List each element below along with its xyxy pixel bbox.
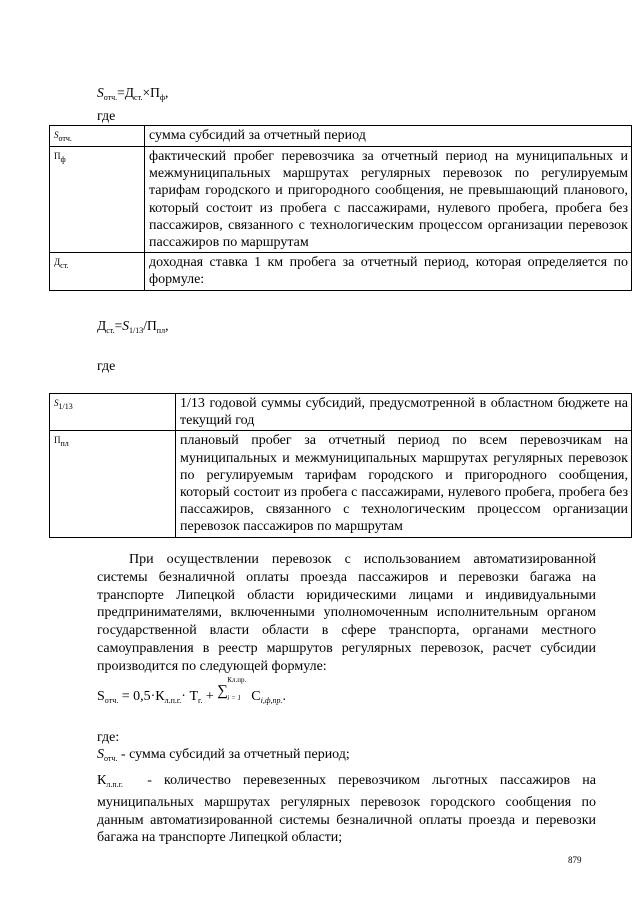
definition-s-otch: $S_{отч.}$ - сумма субсидий за отчетный период; <box>97 747 350 763</box>
symbol-cell: Дст. <box>50 253 145 290</box>
table-row <box>50 394 632 431</box>
summation: ∑ Кл.пр. i = 1 <box>217 676 247 702</box>
where-label-2: где <box>97 359 116 374</box>
table-row <box>50 431 632 537</box>
symbol-cell: S1/13 <box>50 394 176 431</box>
page-number: 879 <box>568 855 582 865</box>
body-paragraph: При осуществлении перевозок с использованием автоматизированной системы безналичной оплаты проезда пассажиров и перевозки багажа на транспорте Липецкой области юридическими лицами и индивидуальными предпринимателями, включенными уполномоченным исполнительным органом государственной власти области в сфере транспорта, органами местного самоуправления в реестр маршрутов регулярных перевозок, расчет субсидии производится по следующей формуле: <box>97 552 596 674</box>
symbol-cell: Пф <box>50 147 145 253</box>
description-cell: плановый пробег за отчетный период по всем перевозчикам на муниципальных и межмуниципальных маршрутах регулярных перевозок по регулируемым тарифам городского и пригородного сообщения, который состоит из пробега с пассажирами, нулевого пробега, пробега без пассажиров, связанного с технологическим процессом организации перевозок пассажиров по маршрутам <box>176 431 632 537</box>
table-row <box>50 147 632 253</box>
table-row <box>50 253 632 290</box>
definitions-table-1 <box>49 125 632 291</box>
definition-k-lpg: $К_{л.п.г.}$ - количество перевезенных перевозчиком льготных пассажиров на муниципальных маршрутах регулярных перевозок городского сообщения по данным автоматизированной системы безналичной оплаты проезда и перевозки багажа на транспорте Липецкой области; <box>97 773 597 846</box>
description-cell: сумма субсидий за отчетный период <box>145 126 632 147</box>
description-cell: фактический пробег перевозчика за отчетный период на муниципальных и межмуниципальных маршрутах регулярных перевозок по регулируемым тарифам городского и пригородного сообщения, не превышающий планового, который состоит из пробега с пассажирами, нулевого пробега, пробега без пассажиров, связанного с технологическим процессом организации перевозок пассажиров по маршрутам <box>145 147 632 253</box>
table-row <box>50 126 632 147</box>
symbol-cell: Sотч. <box>50 126 145 147</box>
where-label-1: где <box>97 109 116 124</box>
description-cell: доходная ставка 1 км пробега за отчетный период, которая определяется по формуле: <box>145 253 632 290</box>
where-label-3: где: <box>97 730 120 745</box>
definitions-table-2 <box>49 393 632 538</box>
symbol-cell: Ппл <box>50 431 176 537</box>
description-cell: 1/13 годовой суммы субсидий, предусмотренной в областном бюджете на текущий год <box>176 394 632 431</box>
formula-income-rate: $Д_{ст.}=S_{1/13}/П_{пл}$, <box>97 318 169 335</box>
formula-subsidy-automated: $S_{отч.} = 0,5\cdot К_{л.п.г.}\cdot Т_{г.}$ + ∑ Кл.пр. i = 1 $C_{i,ф,пр.}$. <box>97 676 287 705</box>
formula-subsidy: $S_{отч.}=Д_{ст.}\times П_ф$, <box>97 85 169 102</box>
